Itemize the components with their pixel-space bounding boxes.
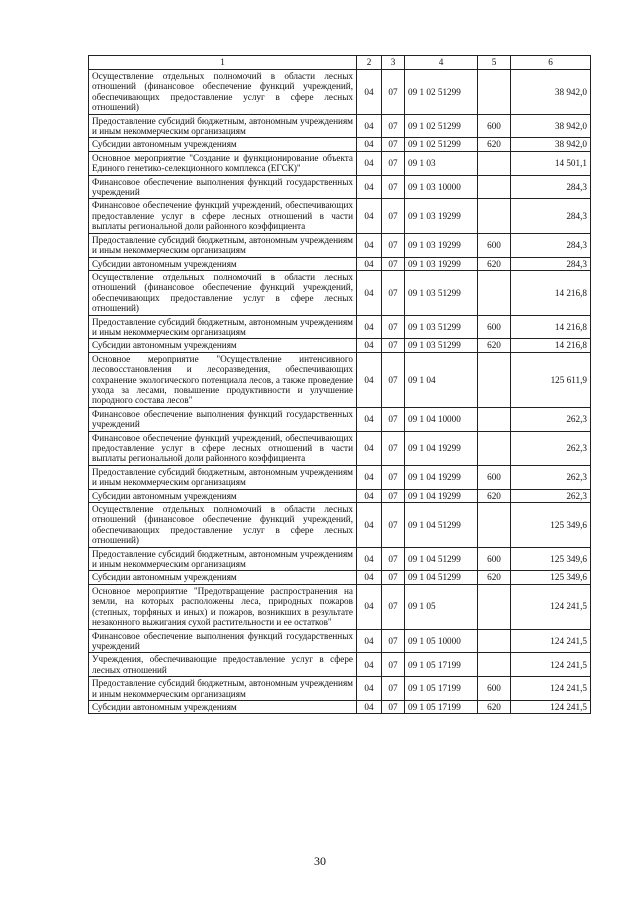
row-name-cell: Финансовое обеспечение функций учреждений, обеспечивающих предоставление услуг в сфере лесных отношений в части выплаты региональной доли районного коэффициента (89, 199, 357, 233)
row-expense-type-cell (478, 175, 511, 199)
table-row (89, 629, 591, 653)
row-target-article-cell: 09 1 04 10000 (405, 407, 478, 431)
row-amount-cell: 262,3 (511, 431, 591, 465)
row-subsection-cell: 07 (382, 138, 405, 151)
row-subsection-cell: 07 (382, 677, 405, 701)
table-row (89, 175, 591, 199)
row-amount-cell: 38 942,0 (511, 114, 591, 138)
row-amount-cell: 125 349,6 (511, 503, 591, 548)
row-subsection-cell: 07 (382, 584, 405, 629)
row-expense-type-cell (478, 352, 511, 407)
row-expense-type-cell (478, 629, 511, 653)
row-target-article-cell: 09 1 04 51299 (405, 503, 478, 548)
table-row (89, 677, 591, 701)
row-expense-type-cell (478, 151, 511, 175)
table-row (89, 70, 591, 115)
row-expense-type-cell: 620 (478, 138, 511, 151)
row-section-cell: 04 (357, 352, 382, 407)
row-amount-cell: 284,3 (511, 257, 591, 270)
row-target-article-cell: 09 1 05 10000 (405, 629, 478, 653)
row-name-cell: Субсидии автономным учреждениям (89, 489, 357, 502)
row-target-article-cell: 09 1 05 17199 (405, 653, 478, 677)
row-name-cell: Финансовое обеспечение выполнения функций государственных учреждений (89, 407, 357, 431)
table-row (89, 114, 591, 138)
row-target-article-cell: 09 1 04 19299 (405, 489, 478, 502)
row-name-cell: Финансовое обеспечение выполнения функций государственных учреждений (89, 175, 357, 199)
header-col-5: 5 (478, 56, 511, 70)
row-section-cell: 04 (357, 270, 382, 315)
row-expense-type-cell (478, 431, 511, 465)
row-amount-cell: 125 349,6 (511, 547, 591, 571)
row-amount-cell: 262,3 (511, 489, 591, 502)
row-expense-type-cell: 620 (478, 700, 511, 713)
row-section-cell: 04 (357, 629, 382, 653)
row-expense-type-cell (478, 503, 511, 548)
budget-table (88, 55, 591, 714)
row-target-article-cell: 09 1 03 19299 (405, 257, 478, 270)
row-section-cell: 04 (357, 677, 382, 701)
table-row (89, 465, 591, 489)
row-subsection-cell: 07 (382, 352, 405, 407)
row-section-cell: 04 (357, 257, 382, 270)
row-expense-type-cell: 600 (478, 465, 511, 489)
row-section-cell: 04 (357, 339, 382, 352)
row-target-article-cell: 09 1 03 51299 (405, 315, 478, 339)
table-row (89, 547, 591, 571)
row-section-cell: 04 (357, 114, 382, 138)
row-amount-cell: 38 942,0 (511, 70, 591, 115)
row-subsection-cell: 07 (382, 431, 405, 465)
row-amount-cell: 124 241,5 (511, 629, 591, 653)
row-amount-cell: 14 216,8 (511, 339, 591, 352)
row-name-cell: Предоставление субсидий бюджетным, автономным учреждениям и иным некоммерческим организациям (89, 677, 357, 701)
row-amount-cell: 124 241,5 (511, 700, 591, 713)
row-name-cell: Финансовое обеспечение функций учреждений, обеспечивающих предоставление услуг в сфере лесных отношений в части выплаты региональной доли районного коэффициента (89, 431, 357, 465)
row-expense-type-cell: 620 (478, 257, 511, 270)
row-target-article-cell: 09 1 02 51299 (405, 138, 478, 151)
row-subsection-cell: 07 (382, 175, 405, 199)
row-expense-type-cell (478, 270, 511, 315)
header-col-1: 1 (89, 56, 357, 70)
row-name-cell: Субсидии автономным учреждениям (89, 257, 357, 270)
page-number: 30 (314, 854, 326, 868)
table-row (89, 315, 591, 339)
row-name-cell: Основное мероприятие "Осуществление интенсивного лесовосстановления и лесоразведения, обеспечивающих сохранение экологического потенциала лесов, а также проведение ухода за лесами, повышение продуктивности и улучшение породного состава лесов" (89, 352, 357, 407)
row-name-cell: Субсидии автономным учреждениям (89, 700, 357, 713)
row-subsection-cell: 07 (382, 547, 405, 571)
row-amount-cell: 124 241,5 (511, 584, 591, 629)
table-body (89, 70, 591, 714)
row-section-cell: 04 (357, 70, 382, 115)
row-target-article-cell: 09 1 02 51299 (405, 70, 478, 115)
row-expense-type-cell (478, 407, 511, 431)
table-row (89, 489, 591, 502)
row-target-article-cell: 09 1 05 17199 (405, 700, 478, 713)
row-subsection-cell: 07 (382, 257, 405, 270)
row-amount-cell: 124 241,5 (511, 677, 591, 701)
row-expense-type-cell: 600 (478, 315, 511, 339)
row-expense-type-cell (478, 70, 511, 115)
table-row (89, 138, 591, 151)
header-col-3: 3 (382, 56, 405, 70)
table-row (89, 199, 591, 233)
row-name-cell: Основное мероприятие "Создание и функционирование объекта Единого генетико-селекционного комплекса (ЕГСК)" (89, 151, 357, 175)
row-subsection-cell: 07 (382, 270, 405, 315)
row-section-cell: 04 (357, 431, 382, 465)
row-expense-type-cell: 620 (478, 489, 511, 502)
row-subsection-cell: 07 (382, 151, 405, 175)
row-target-article-cell: 09 1 04 (405, 352, 478, 407)
row-expense-type-cell (478, 584, 511, 629)
row-target-article-cell: 09 1 03 19299 (405, 233, 478, 257)
row-expense-type-cell (478, 199, 511, 233)
row-subsection-cell: 07 (382, 407, 405, 431)
row-section-cell: 04 (357, 653, 382, 677)
table-row (89, 339, 591, 352)
row-subsection-cell: 07 (382, 653, 405, 677)
row-name-cell: Субсидии автономным учреждениям (89, 138, 357, 151)
row-target-article-cell: 09 1 03 (405, 151, 478, 175)
row-expense-type-cell: 620 (478, 339, 511, 352)
row-section-cell: 04 (357, 315, 382, 339)
row-target-article-cell: 09 1 03 19299 (405, 199, 478, 233)
row-target-article-cell: 09 1 04 19299 (405, 431, 478, 465)
table-row (89, 584, 591, 629)
row-section-cell: 04 (357, 503, 382, 548)
row-name-cell: Осуществление отдельных полномочий в области лесных отношений (финансовое обеспечение функций учреждений, обеспечивающих предоставление услуг в сфере лесных отношений) (89, 503, 357, 548)
row-target-article-cell: 09 1 04 19299 (405, 465, 478, 489)
row-name-cell: Финансовое обеспечение выполнения функций государственных учреждений (89, 629, 357, 653)
row-subsection-cell: 07 (382, 571, 405, 584)
row-expense-type-cell: 620 (478, 571, 511, 584)
row-name-cell: Субсидии автономным учреждениям (89, 571, 357, 584)
table-row (89, 653, 591, 677)
row-amount-cell: 284,3 (511, 175, 591, 199)
row-section-cell: 04 (357, 138, 382, 151)
row-expense-type-cell: 600 (478, 547, 511, 571)
row-expense-type-cell (478, 653, 511, 677)
table-row (89, 407, 591, 431)
row-expense-type-cell: 600 (478, 677, 511, 701)
table-row (89, 233, 591, 257)
table-row (89, 151, 591, 175)
row-amount-cell: 284,3 (511, 199, 591, 233)
row-target-article-cell: 09 1 02 51299 (405, 114, 478, 138)
row-subsection-cell: 07 (382, 700, 405, 713)
table-header-row (89, 56, 591, 70)
row-target-article-cell: 09 1 04 51299 (405, 571, 478, 584)
row-expense-type-cell: 600 (478, 233, 511, 257)
table-row (89, 700, 591, 713)
row-name-cell: Предоставление субсидий бюджетным, автономным учреждениям и иным некоммерческим организациям (89, 114, 357, 138)
row-amount-cell: 124 241,5 (511, 653, 591, 677)
row-subsection-cell: 07 (382, 233, 405, 257)
row-subsection-cell: 07 (382, 339, 405, 352)
table-row (89, 503, 591, 548)
row-section-cell: 04 (357, 584, 382, 629)
row-section-cell: 04 (357, 547, 382, 571)
row-subsection-cell: 07 (382, 503, 405, 548)
row-subsection-cell: 07 (382, 629, 405, 653)
row-target-article-cell: 09 1 05 (405, 584, 478, 629)
row-section-cell: 04 (357, 489, 382, 502)
row-target-article-cell: 09 1 05 17199 (405, 677, 478, 701)
row-section-cell: 04 (357, 175, 382, 199)
row-amount-cell: 262,3 (511, 465, 591, 489)
row-target-article-cell: 09 1 04 51299 (405, 547, 478, 571)
row-name-cell: Предоставление субсидий бюджетным, автономным учреждениям и иным некоммерческим организациям (89, 233, 357, 257)
table-row (89, 431, 591, 465)
row-target-article-cell: 09 1 03 51299 (405, 270, 478, 315)
row-name-cell: Субсидии автономным учреждениям (89, 339, 357, 352)
row-section-cell: 04 (357, 151, 382, 175)
row-name-cell: Основное мероприятие "Предотвращение распространения на земли, на которых расположены леса, природных пожаров (степных, торфяных и иных) и пожаров, возникших в результате незаконного выжигания сухой растительности и ее остатков" (89, 584, 357, 629)
row-subsection-cell: 07 (382, 489, 405, 502)
header-col-6: 6 (511, 56, 591, 70)
row-subsection-cell: 07 (382, 199, 405, 233)
row-amount-cell: 125 349,6 (511, 571, 591, 584)
row-section-cell: 04 (357, 571, 382, 584)
row-target-article-cell: 09 1 03 10000 (405, 175, 478, 199)
row-section-cell: 04 (357, 700, 382, 713)
row-name-cell: Учреждения, обеспечивающие предоставление услуг в сфере лесных отношений (89, 653, 357, 677)
table-row (89, 257, 591, 270)
row-subsection-cell: 07 (382, 315, 405, 339)
row-name-cell: Предоставление субсидий бюджетным, автономным учреждениям и иным некоммерческим организациям (89, 547, 357, 571)
row-section-cell: 04 (357, 465, 382, 489)
row-section-cell: 04 (357, 407, 382, 431)
row-amount-cell: 284,3 (511, 233, 591, 257)
row-amount-cell: 38 942,0 (511, 138, 591, 151)
row-subsection-cell: 07 (382, 465, 405, 489)
row-amount-cell: 14 501,1 (511, 151, 591, 175)
row-amount-cell: 14 216,8 (511, 270, 591, 315)
row-name-cell: Осуществление отдельных полномочий в области лесных отношений (финансовое обеспечение функций учреждений, обеспечивающих предоставление услуг в сфере лесных отношений) (89, 70, 357, 115)
row-subsection-cell: 07 (382, 70, 405, 115)
row-amount-cell: 262,3 (511, 407, 591, 431)
row-name-cell: Осуществление отдельных полномочий в области лесных отношений (финансовое обеспечение функций учреждений, обеспечивающих предоставление услуг в сфере лесных отношений) (89, 270, 357, 315)
table-row (89, 571, 591, 584)
row-section-cell: 04 (357, 233, 382, 257)
row-amount-cell: 14 216,8 (511, 315, 591, 339)
row-target-article-cell: 09 1 03 51299 (405, 339, 478, 352)
row-expense-type-cell: 600 (478, 114, 511, 138)
header-col-4: 4 (405, 56, 478, 70)
header-col-2: 2 (357, 56, 382, 70)
table-row (89, 352, 591, 407)
row-amount-cell: 125 611,9 (511, 352, 591, 407)
row-name-cell: Предоставление субсидий бюджетным, автономным учреждениям и иным некоммерческим организациям (89, 315, 357, 339)
row-subsection-cell: 07 (382, 114, 405, 138)
row-section-cell: 04 (357, 199, 382, 233)
table-row (89, 270, 591, 315)
row-name-cell: Предоставление субсидий бюджетным, автономным учреждениям и иным некоммерческим организациям (89, 465, 357, 489)
